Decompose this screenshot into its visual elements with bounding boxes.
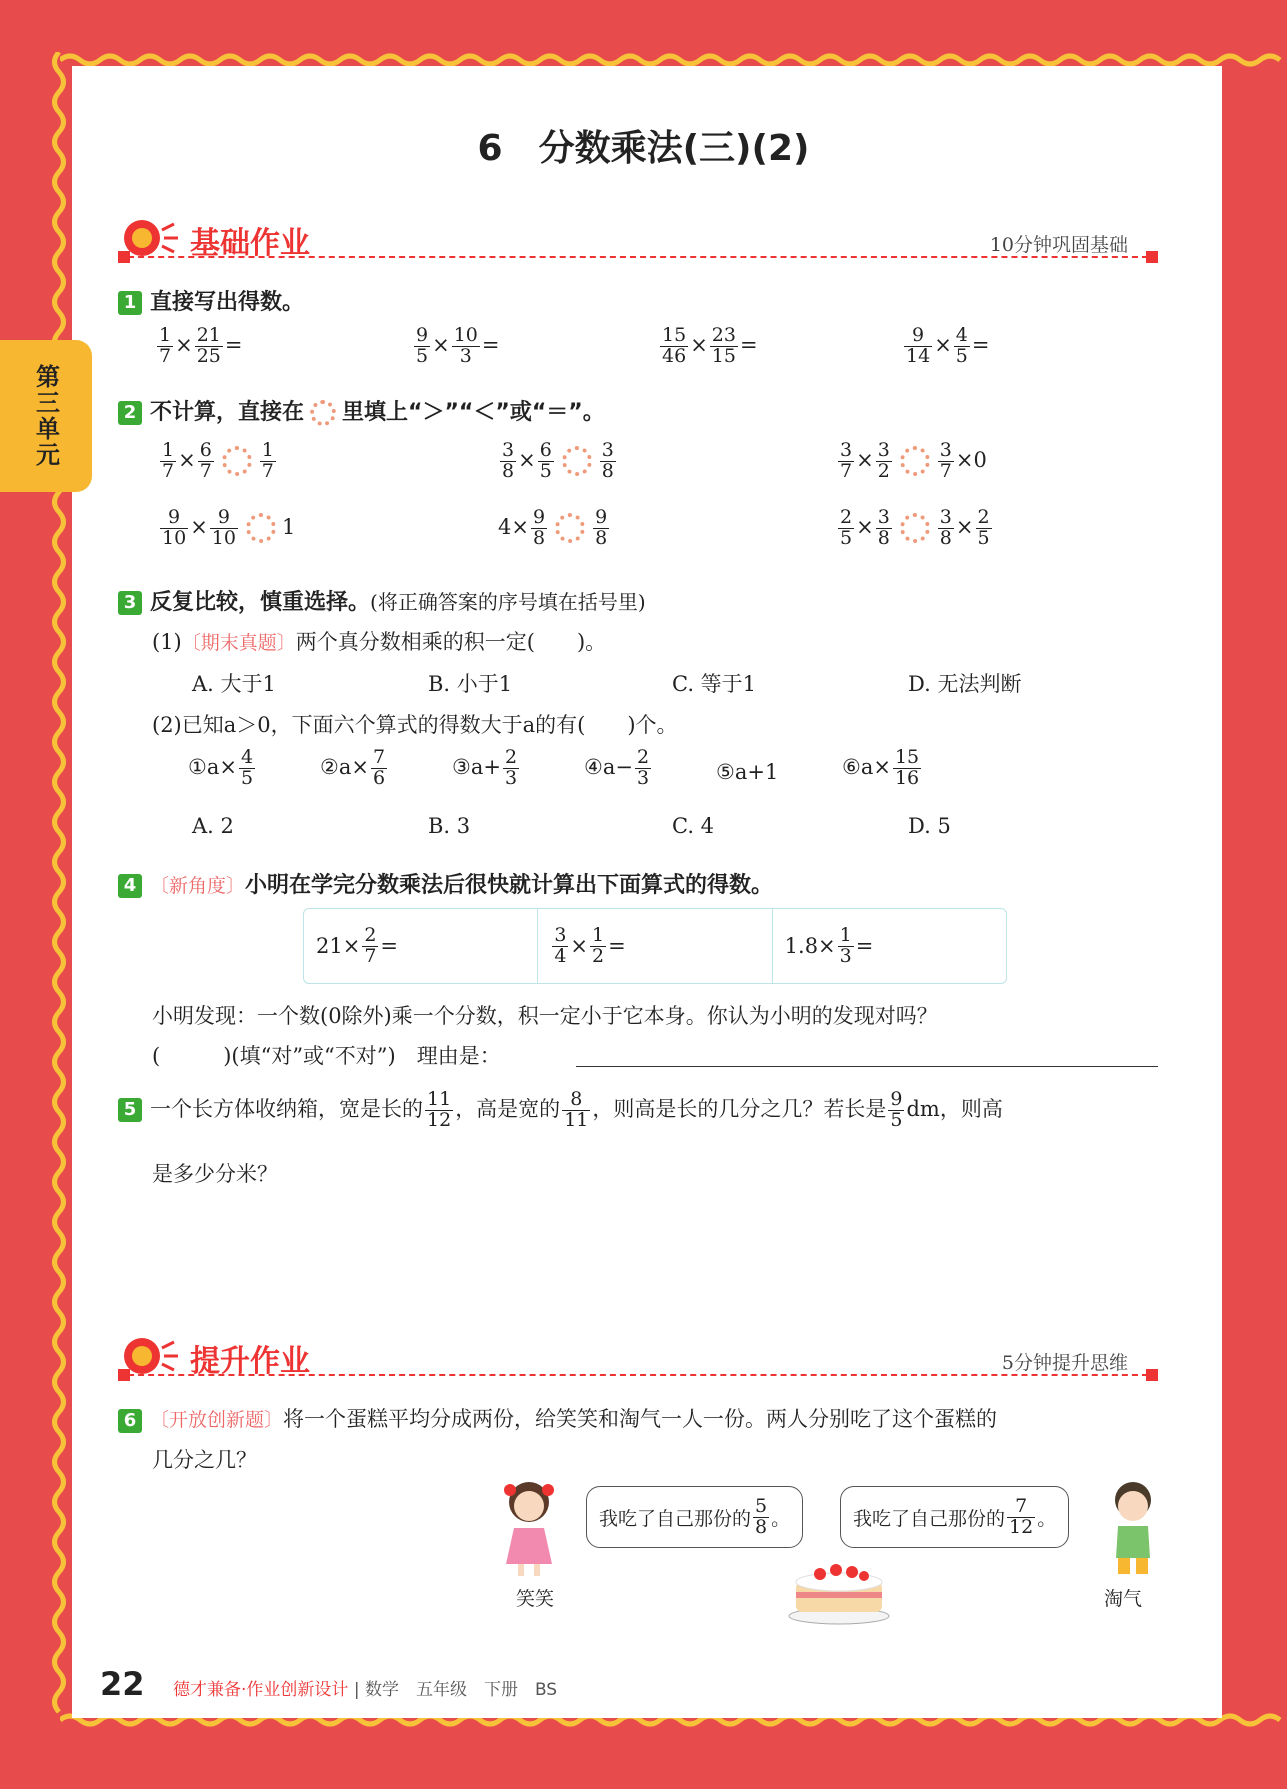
footer-text: 德才兼备·作业创新设计 | 数学 五年级 下册 BS (173, 1680, 558, 1700)
section-divider (118, 256, 1158, 258)
q2-item-3: $\frac{3}{7}$ × $\frac{3}{2}$ $\frac{3}{7}$ ×0 (840, 439, 987, 482)
q3-p2-item-6: ⑥a× $\frac{15}{16}$ (842, 746, 920, 789)
q2-item-4: $\frac{9}{10}$ × $\frac{9}{10}$ 1 (162, 506, 296, 549)
unit-tab-label: 第三单元 (31, 364, 60, 468)
q3-p2-item-4: ④a− $\frac{2}{3}$ (584, 746, 650, 789)
boy-name: 淘气 (1104, 1588, 1143, 1610)
q4-cell-1[interactable]: 21× $\frac{2}{7}$ = (304, 909, 538, 983)
divider-dot (118, 251, 130, 263)
q4-heading: 4 〔新角度〕小明在学完分数乘法后很快就计算出下面算式的得数。 (118, 868, 773, 899)
q4-answer-line: ( )(填“对”或“不对”) 理由是： (152, 1044, 501, 1068)
answer-circle[interactable] (900, 446, 930, 476)
q2-number: 2 (118, 401, 142, 425)
q5-line-2: 是多少分米？ (152, 1162, 278, 1186)
compare-circle-icon (310, 400, 336, 426)
q1-item-2: $\frac{9}{5}$ × $\frac{10}{3}$ = (416, 324, 500, 367)
q3-p2-opt-c[interactable]: C. 4 (672, 814, 715, 838)
q1-item-4: $\frac{9}{14}$ × $\frac{4}{5}$ = (906, 324, 990, 367)
q3-p2-opt-a[interactable]: A. 2 (192, 814, 234, 838)
q2-item-2: $\frac{3}{8}$ × $\frac{6}{5}$ $\frac{3}{8}$ (502, 439, 614, 482)
q4-expression-box (303, 908, 1007, 984)
q3-p2-item-5: ⑤a+1 (716, 760, 779, 784)
q4-number: 4 (118, 874, 142, 898)
q3-p1-opt-a[interactable]: A. 大于1 (192, 672, 276, 696)
q4-cell-3[interactable]: 1.8× $\frac{1}{3}$ = (784, 923, 874, 967)
q1-item-1: $\frac{1}{7}$ × $\frac{21}{25}$ = (159, 324, 243, 367)
boy-illustration (1100, 1478, 1166, 1578)
q1-item-3: $\frac{15}{46}$ × $\frac{23}{15}$ = (662, 324, 758, 367)
q4-reason-blank[interactable] (576, 1066, 1158, 1067)
answer-circle[interactable] (222, 446, 252, 476)
q2-item-5: 4× $\frac{9}{8}$ $\frac{9}{8}$ (498, 506, 608, 549)
q3-p2-item-1: ①a× $\frac{4}{5}$ (188, 746, 254, 789)
girl-speech-bubble: 我吃了自己那份的 $\frac{5}{8}$ 。 (586, 1486, 803, 1548)
q2-item-6: $\frac{2}{5}$ × $\frac{3}{8}$ $\frac{3}{8}$ × $\frac{2}{5}$ (840, 506, 990, 549)
divider-dot (118, 1369, 130, 1381)
section-basic-subtitle: 10分钟巩固基础 (989, 234, 1128, 256)
section-divider (118, 1374, 1158, 1376)
answer-circle[interactable] (555, 513, 585, 543)
q3-heading: 3 反复比较，慎重选择。(将正确答案的序号填在括号里) (118, 585, 646, 616)
answer-circle[interactable] (246, 513, 276, 543)
girl-name: 笑笑 (516, 1588, 555, 1610)
q3-p1-opt-d[interactable]: D. 无法判断 (908, 672, 1022, 696)
q3-p1-opt-b[interactable]: B. 小于1 (428, 672, 513, 696)
q5-number: 5 (118, 1098, 142, 1122)
cake-icon (786, 1556, 892, 1626)
page-number: 22 (100, 1665, 145, 1703)
q3-part2: (2)已知a＞0，下面六个算式的得数大于a的有( )个。 (152, 713, 678, 737)
q3-part1: (1)〔期末真题〕两个真分数相乘的积一定( )。 (152, 630, 607, 654)
section-basic-title: 基础作业 (190, 226, 310, 261)
divider-dot (1146, 251, 1158, 263)
q3-p1-opt-c[interactable]: C. 等于1 (672, 672, 757, 696)
q1-text: 直接写出得数。 (150, 290, 305, 315)
q1-number: 1 (118, 291, 142, 315)
answer-circle[interactable] (900, 513, 930, 543)
q2-heading: 2 不计算，直接在 里填上“＞”“＜”或“＝”。 (118, 395, 605, 426)
boy-speech-bubble: 我吃了自己那份的 $\frac{7}{12}$ 。 (840, 1486, 1069, 1548)
q6-line-2: 几分之几？ (152, 1448, 257, 1472)
section-advanced-subtitle: 5分钟提升思维 (1001, 1352, 1128, 1374)
q2-item-1: $\frac{1}{7}$ × $\frac{6}{7}$ $\frac{1}{7}$ (162, 439, 274, 482)
q6-line-1: 6 〔开放创新题〕将一个蛋糕平均分成两份，给笑笑和淘气一人一份。两人分别吃了这个蛋糕的 (118, 1403, 997, 1433)
q3-p2-item-2: ②a× $\frac{7}{6}$ (320, 746, 386, 789)
q3-p2-opt-b[interactable]: B. 3 (428, 814, 471, 838)
answer-circle[interactable] (562, 446, 592, 476)
q4-cell-2[interactable]: $\frac{3}{4}$ × $\frac{1}{2}$ = (538, 909, 772, 983)
left-border (50, 52, 68, 1728)
section-advanced-header (118, 1332, 1158, 1382)
q1-heading (118, 285, 304, 316)
q3-p2-item-3: ③a+ $\frac{2}{3}$ (452, 746, 518, 789)
q6-number: 6 (118, 1409, 142, 1433)
divider-dot (1146, 1369, 1158, 1381)
girl-illustration (496, 1478, 562, 1578)
section-advanced-title: 提升作业 (190, 1344, 310, 1379)
unit-side-tab[interactable] (0, 340, 92, 492)
section-basic-header (118, 214, 1158, 264)
q3-p2-opt-d[interactable]: D. 5 (908, 814, 951, 838)
q4-finding: 小明发现：一个数(0除外)乘一个分数，积一定小于它本身。你认为小明的发现对吗？ (152, 1004, 938, 1028)
q5-line-1: 5 一个长方体收纳箱，宽是长的 $\frac{11}{12}$ ，高是宽的 $\frac{8}{11}$ ，则高是长的几分之几？若长是 $\frac{9}{5}$ dm，则高 (118, 1090, 1003, 1131)
q3-number: 3 (118, 591, 142, 615)
page-title: 6 分数乘法(三)(2) (477, 128, 810, 169)
